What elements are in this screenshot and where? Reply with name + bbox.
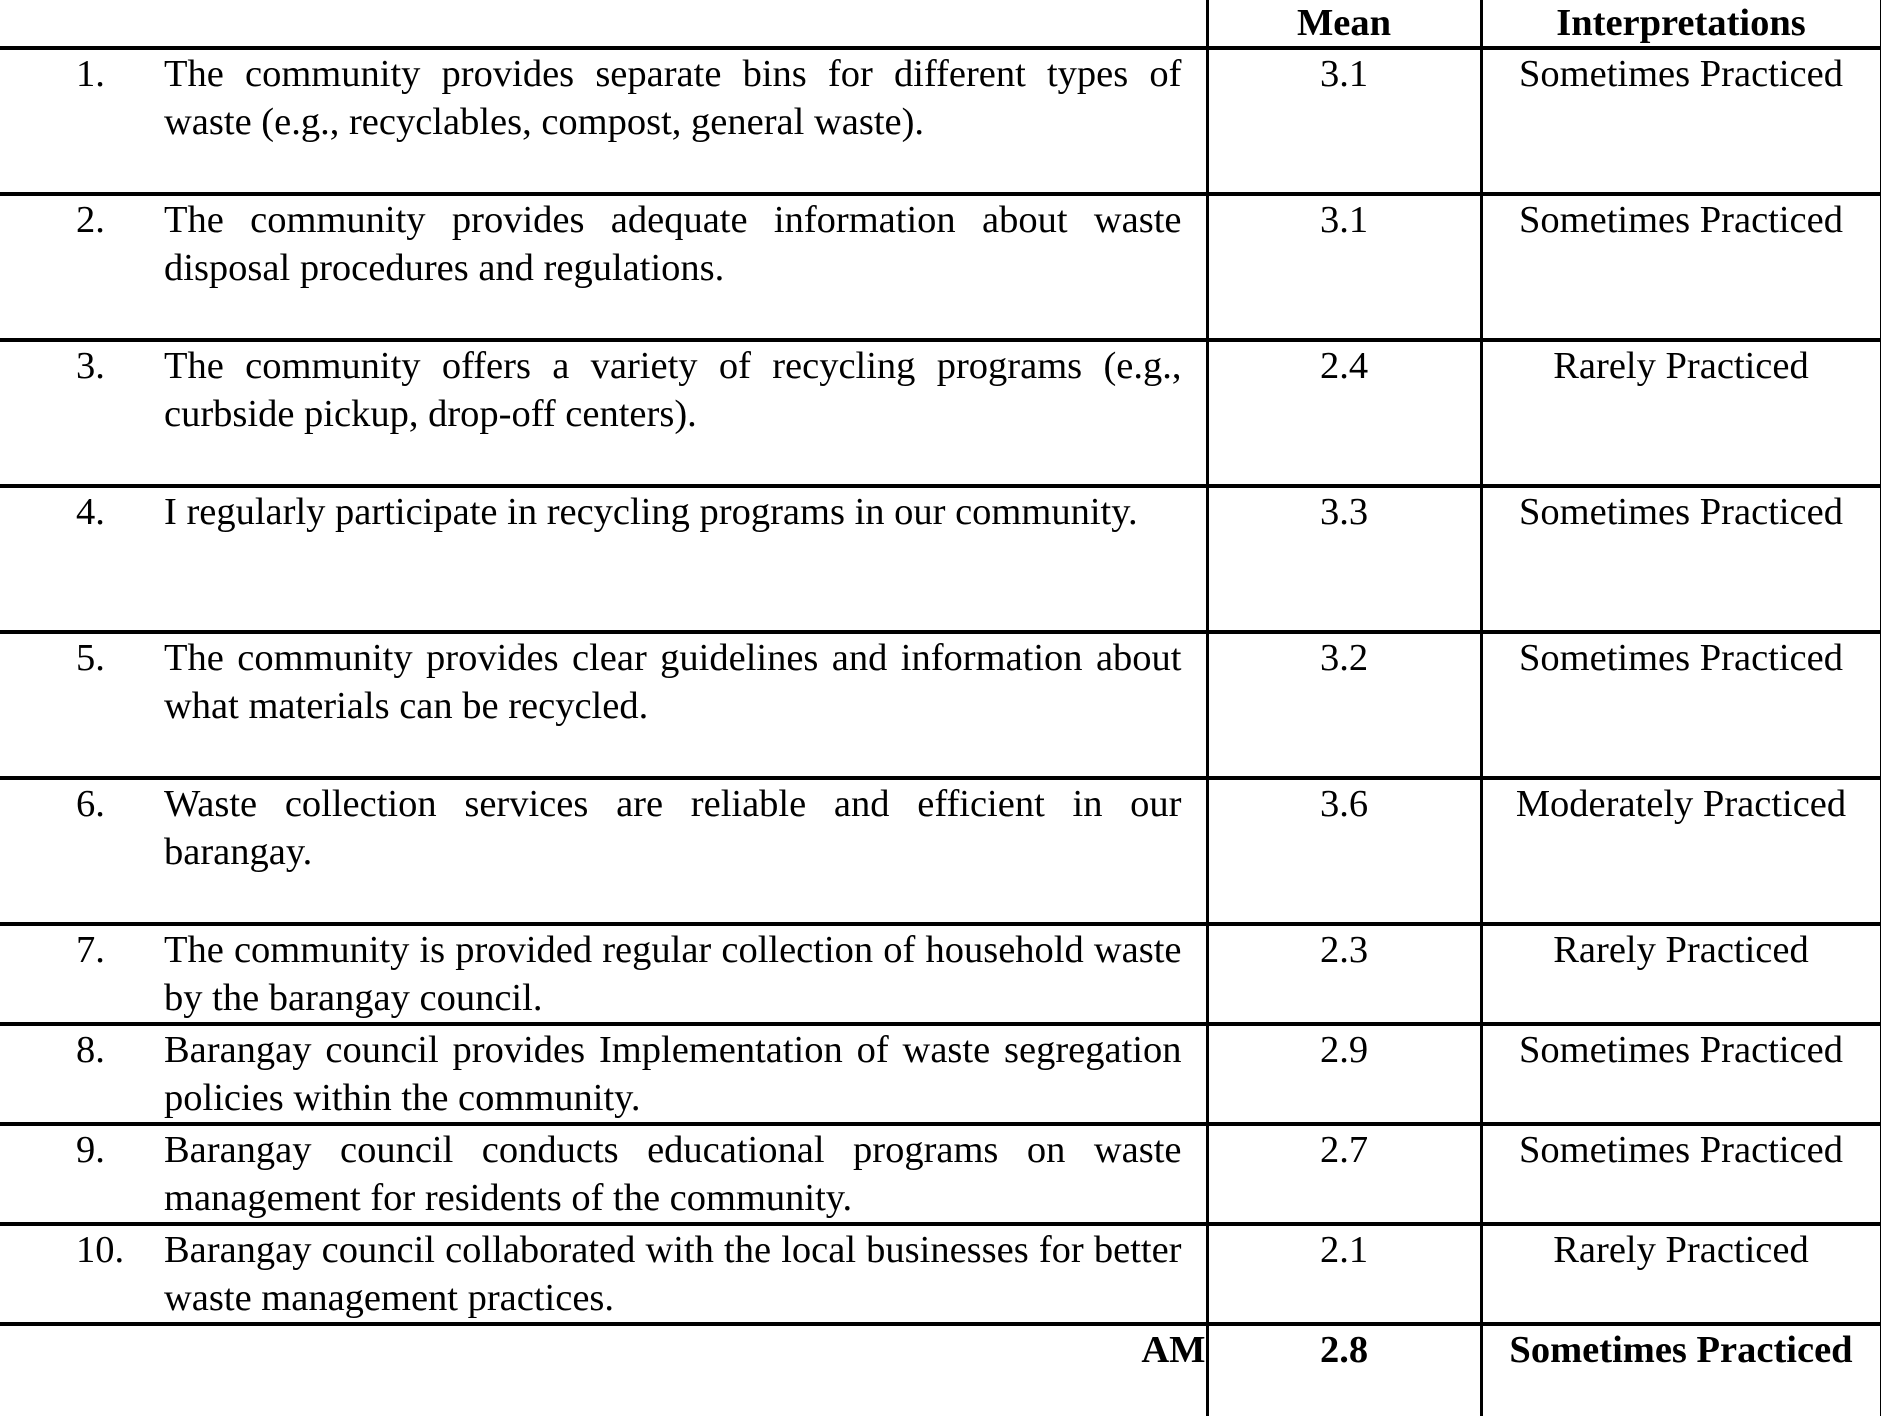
item-number: 7. xyxy=(76,929,105,971)
table-row xyxy=(0,924,1881,1024)
table-row xyxy=(0,194,1881,340)
table-row xyxy=(0,1124,1881,1224)
item-statement: Barangay council collaborated with the local businesses for better waste management practices. xyxy=(164,1229,1182,1319)
mean-value: 2.3 xyxy=(1207,924,1481,1024)
table-row xyxy=(0,48,1881,194)
item-cell xyxy=(0,1124,1207,1224)
item-statement: Barangay council provides Implementation of waste segregation policies within the community. xyxy=(164,1029,1182,1119)
item-number: 10. xyxy=(76,1229,125,1271)
item-cell xyxy=(0,194,1207,340)
item-cell xyxy=(0,48,1207,194)
item-number: 5. xyxy=(76,637,105,679)
item-statement: The community offers a variety of recycling programs (e.g., curbside pickup, drop-off centers). xyxy=(164,345,1182,435)
table-row xyxy=(0,340,1881,486)
interpretation-value: Rarely Practiced xyxy=(1481,340,1881,486)
mean-value: 3.2 xyxy=(1207,632,1481,778)
summary-interpretation: Sometimes Practiced xyxy=(1481,1324,1881,1416)
item-number: 8. xyxy=(76,1029,105,1071)
mean-value: 3.3 xyxy=(1207,486,1481,632)
item-cell xyxy=(0,632,1207,778)
interpretation-value: Rarely Practiced xyxy=(1481,1224,1881,1324)
mean-value: 2.1 xyxy=(1207,1224,1481,1324)
interpretation-value: Sometimes Practiced xyxy=(1481,1124,1881,1224)
interpretation-value: Sometimes Practiced xyxy=(1481,632,1881,778)
interpretation-value: Rarely Practiced xyxy=(1481,924,1881,1024)
item-statement: Barangay council conducts educational programs on waste management for residents of the community. xyxy=(164,1129,1182,1219)
item-statement: The community provides adequate information about waste disposal procedures and regulations. xyxy=(164,199,1182,289)
summary-label: AM xyxy=(0,1324,1207,1416)
mean-value: 2.4 xyxy=(1207,340,1481,486)
table-row xyxy=(0,778,1881,924)
mean-value: 3.1 xyxy=(1207,48,1481,194)
mean-value: 3.1 xyxy=(1207,194,1481,340)
table-header-row xyxy=(0,0,1881,48)
interpretation-value: Sometimes Practiced xyxy=(1481,48,1881,194)
table-row xyxy=(0,1024,1881,1124)
item-number: 1. xyxy=(76,53,105,95)
table-row xyxy=(0,632,1881,778)
header-item xyxy=(0,0,1207,48)
item-number: 3. xyxy=(76,345,105,387)
mean-value: 2.9 xyxy=(1207,1024,1481,1124)
interpretation-value: Sometimes Practiced xyxy=(1481,194,1881,340)
item-number: 9. xyxy=(76,1129,105,1171)
item-cell xyxy=(0,778,1207,924)
item-statement: The community provides clear guidelines and information about what materials can be recycled. xyxy=(164,637,1182,727)
mean-value: 3.6 xyxy=(1207,778,1481,924)
table-row xyxy=(0,486,1881,632)
table-row xyxy=(0,1224,1881,1324)
interpretation-value: Sometimes Practiced xyxy=(1481,486,1881,632)
mean-value: 2.7 xyxy=(1207,1124,1481,1224)
header-mean: Mean xyxy=(1207,0,1481,48)
item-number: 6. xyxy=(76,783,105,825)
item-cell xyxy=(0,1224,1207,1324)
summary-row xyxy=(0,1324,1881,1416)
item-cell xyxy=(0,486,1207,632)
item-number: 4. xyxy=(76,491,105,533)
item-number: 2. xyxy=(76,199,105,241)
item-cell xyxy=(0,1024,1207,1124)
header-interpretation: Interpretations xyxy=(1481,0,1881,48)
item-cell xyxy=(0,340,1207,486)
item-statement: The community provides separate bins for different types of waste (e.g., recyclables, compost, general waste). xyxy=(164,53,1182,143)
item-statement: I regularly participate in recycling programs in our community. xyxy=(164,491,1138,533)
interpretation-value: Sometimes Practiced xyxy=(1481,1024,1881,1124)
summary-mean: 2.8 xyxy=(1207,1324,1481,1416)
item-cell xyxy=(0,924,1207,1024)
interpretation-value: Moderately Practiced xyxy=(1481,778,1881,924)
item-statement: Waste collection services are reliable and efficient in our barangay. xyxy=(164,783,1182,873)
item-statement: The community is provided regular collection of household waste by the barangay council. xyxy=(164,929,1182,1019)
